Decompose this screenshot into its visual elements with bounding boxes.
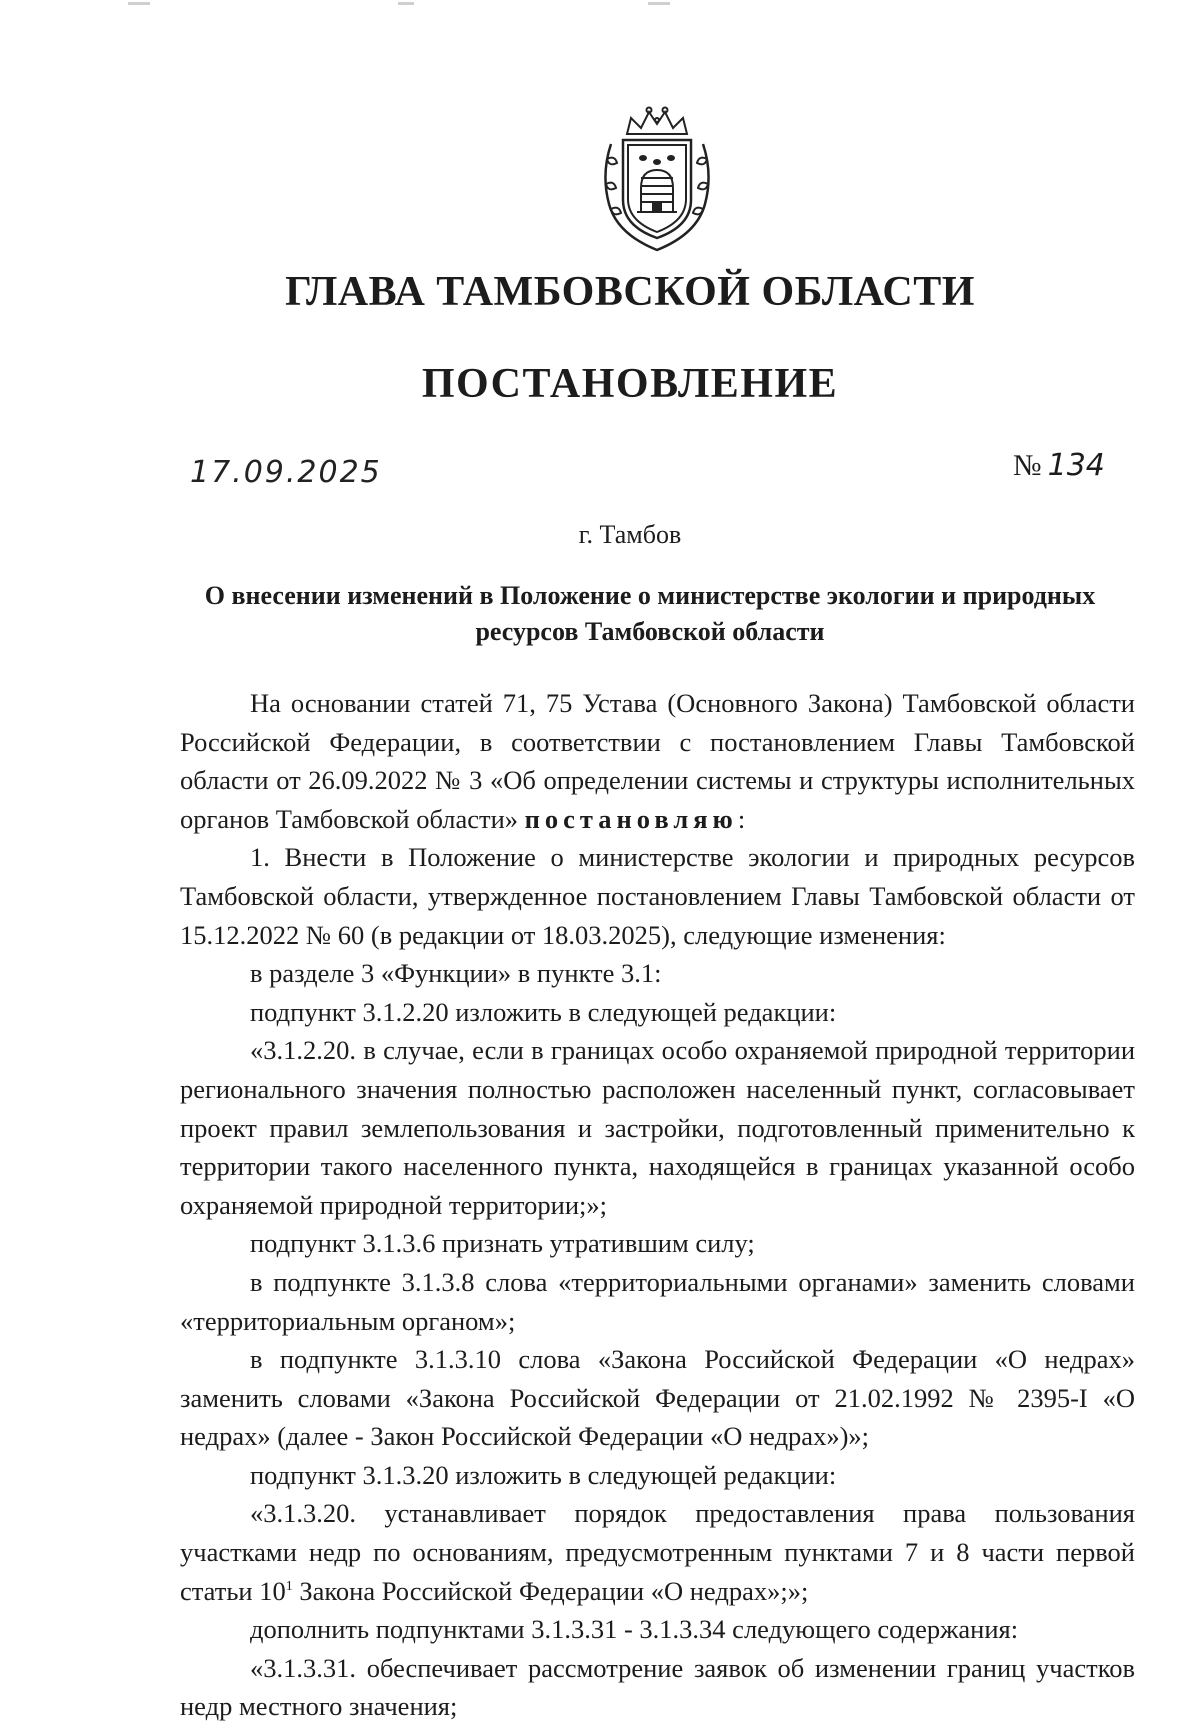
document-number — [1013, 448, 1105, 483]
paragraph: дополнить подпунктами 3.1.3.31 - 3.1.3.34 следующего содержания: — [250, 1614, 1019, 1645]
handwritten-date: 17.09.2025 — [190, 455, 382, 490]
document-title — [170, 578, 1130, 650]
resolve-word: постановляю — [524, 803, 738, 834]
superscript: 1 — [285, 1578, 293, 1594]
coat-of-arms-emblem — [597, 104, 717, 254]
scan-artifact — [398, 2, 414, 5]
city-line: г. Тамбов — [578, 520, 682, 549]
paragraph: «3.1.3.31. обеспечивает рассмотрение заявок об изменении границ участков недр местного значения; — [180, 1652, 1135, 1722]
paragraph: подпункт 3.1.3.6 признать утратившим силу; — [250, 1228, 755, 1259]
paragraph-text: Закона Российской Федерации «О недрах»;»; — [292, 1575, 809, 1606]
paragraph: «3.1.2.20. в случае, если в границах особо охраняемой природной территории регионального значения полностью расположен населенный пункт, согласовывает проект правил землепользования и застройки, подготовленный применительно к территории такого населенного пункта, находящейся в границах указанной особо охраняемой природной территории;»; — [180, 1035, 1135, 1220]
document-type-heading: ПОСТАНОВЛЕНИЕ — [421, 361, 839, 407]
paragraph — [180, 1494, 1135, 1610]
paragraph-preamble — [180, 684, 1135, 838]
scan-artifact — [128, 2, 150, 5]
paragraph: в подпункте 3.1.3.10 слова «Закона Российской Федерации «О недрах» заменить словами «Закона Российской Федерации от 21.02.1992 № 2395-I «О недрах» (далее - Закон Российской Федерации «О недрах»)»; — [180, 1344, 1135, 1452]
preamble-end: : — [737, 803, 746, 834]
paragraph: подпункт 3.1.3.20 изложить в следующей редакции: — [250, 1459, 837, 1490]
number-sign: № — [1013, 449, 1042, 482]
authority-heading: ГЛАВА ТАМБОВСКОЙ ОБЛАСТИ — [285, 269, 975, 315]
preamble-text: На основании статей 71, 75 Устава (Основного Закона) Тамбовской области Российской Федерации, в соответствии с постановлением Главы Тамбовской области от 26.09.2022 № 3 «Об определении системы и структуры исполнительных органов Тамбовской области» — [180, 688, 1135, 834]
scan-artifact — [648, 2, 670, 5]
paragraph: 1. Внести в Положение о министерстве экологии и природных ресурсов Тамбовской области, утвержденное постановлением Главы Тамбовской области от 15.12.2022 № 60 (в редакции от 18.03.2025), следующие изменения: — [180, 842, 1135, 950]
paragraph: в разделе 3 «Функции» в пункте 3.1: — [250, 958, 662, 989]
paragraph: подпункт 3.1.2.20 изложить в следующей редакции: — [250, 996, 837, 1027]
document-body — [180, 684, 1135, 1726]
paragraph: в подпункте 3.1.3.8 слова «территориальными органами» заменить словами «территориальным органом»; — [180, 1266, 1135, 1336]
paragraph-text: «3.1.3.20. устанавливает порядок предоставления права пользования участками недр по основаниям, предусмотренным пунктами 7 и 8 части первой статьи 10 — [180, 1498, 1135, 1606]
title-line: ресурсов Тамбовской области — [475, 617, 825, 646]
handwritten-number: 134 — [1047, 448, 1105, 483]
title-line: О внесении изменений в Положение о министерстве экологии и природных — [204, 581, 1096, 610]
